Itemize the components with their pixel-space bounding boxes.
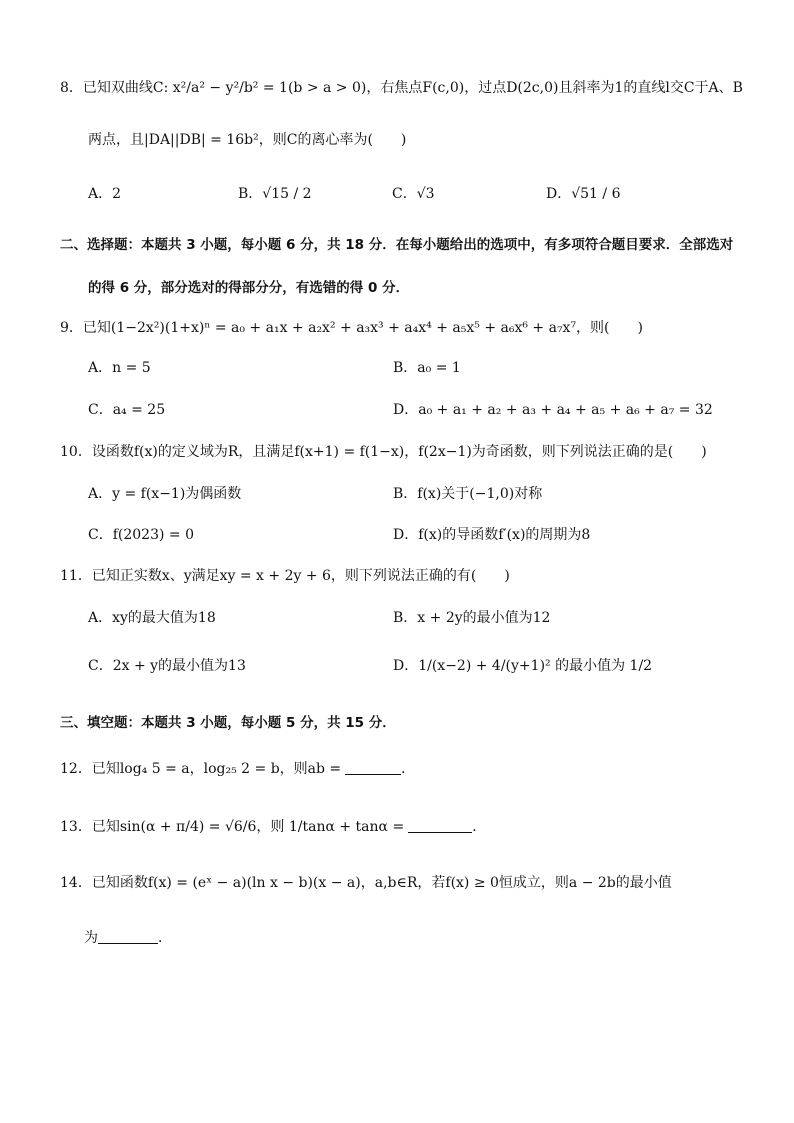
q11-option-c: C．2x + y的最小值为13 bbox=[88, 658, 246, 674]
q9-option-c: C．a₄ = 25 bbox=[88, 402, 166, 418]
section2-heading: 二、选择题：本题共 3 小题，每小题 6 分，共 18 分．在每小题给出的选项中，有多项符合题目要求．全部选对 bbox=[60, 237, 734, 253]
q10-stem: 10．设函数f(x)的定义域为R，且满足f(x+1) = f(1−x)，f(2x−1)为奇函数，则下列说法正确的是( ) bbox=[60, 444, 707, 460]
q9-stem: 9．已知(1−2x²)(1+x)ⁿ = a₀ + a₁x + a₂x² + a₃x³ + a₄x⁴ + a₅x⁵ + a₆x⁶ + a₇x⁷，则( ) bbox=[60, 320, 643, 336]
q11-option-b: B．x + 2y的最小值为12 bbox=[393, 610, 551, 626]
q8-option-d: D．√51 / 6 bbox=[546, 186, 621, 202]
q13-answer-blank[interactable] bbox=[408, 818, 472, 833]
section2-heading-cont: 的得 6 分，部分选对的得部分分，有选错的得 0 分． bbox=[88, 280, 410, 296]
q10-option-b: B．f(x)关于(−1,0)对称 bbox=[393, 486, 543, 502]
q9-option-a: A．n = 5 bbox=[88, 360, 151, 376]
q12-answer-blank[interactable] bbox=[345, 760, 401, 775]
q8-option-c: C．√3 bbox=[392, 186, 435, 202]
q11-option-d: D．1/(x−2) + 4/(y+1)² 的最小值为 1/2 bbox=[393, 658, 653, 674]
section3-heading: 三、填空题：本题共 3 小题，每小题 5 分，共 15 分． bbox=[60, 715, 396, 731]
q12-period: ． bbox=[401, 761, 416, 777]
q12-stem: 12．已知log₄ 5 = a，log₂₅ 2 = b，则ab = bbox=[60, 761, 342, 777]
q14-line2-text: 为 bbox=[84, 930, 98, 946]
q13-line bbox=[60, 817, 486, 837]
q14-line2 bbox=[84, 928, 172, 948]
q14-answer-blank[interactable] bbox=[98, 929, 158, 944]
q9-option-d: D．a₀ + a₁ + a₂ + a₃ + a₄ + a₅ + a₆ + a₇ = 32 bbox=[393, 402, 713, 418]
q13-stem: 13．已知sin(α + π/4) = √6/6，则 1/tanα + tanα = bbox=[60, 819, 405, 835]
q12-line bbox=[60, 759, 415, 779]
q8-line1: 8．已知双曲线C: x²/a² − y²/b² = 1(b > a > 0)，右焦点F(c,0)，过点D(2c,0)且斜率为1的直线l交C于A、B bbox=[60, 80, 743, 96]
q8-line2: 两点，且|DA||DB| = 16b²，则C的离心率为( ) bbox=[88, 132, 407, 148]
q8-option-a: A．2 bbox=[88, 186, 122, 202]
q14-line1: 14．已知函数f(x) = (eˣ − a)(ln x − b)(x − a)，a,b∈R，若f(x) ≥ 0恒成立，则a − 2b的最小值 bbox=[60, 875, 672, 891]
q10-option-c: C．f(2023) = 0 bbox=[88, 527, 194, 543]
q10-option-a: A．y = f(x−1)为偶函数 bbox=[88, 486, 242, 502]
q11-option-a: A．xy的最大值为18 bbox=[88, 610, 216, 626]
q14-period: ． bbox=[158, 930, 172, 946]
q13-period: ． bbox=[472, 819, 487, 835]
q8-option-b: B．√15 / 2 bbox=[238, 186, 312, 202]
q9-option-b: B．a₀ = 1 bbox=[393, 360, 461, 376]
q11-stem: 11．已知正实数x、y满足xy = x + 2y + 6，则下列说法正确的有( ) bbox=[60, 568, 510, 584]
q10-option-d: D．f(x)的导函数f′(x)的周期为8 bbox=[393, 527, 591, 543]
